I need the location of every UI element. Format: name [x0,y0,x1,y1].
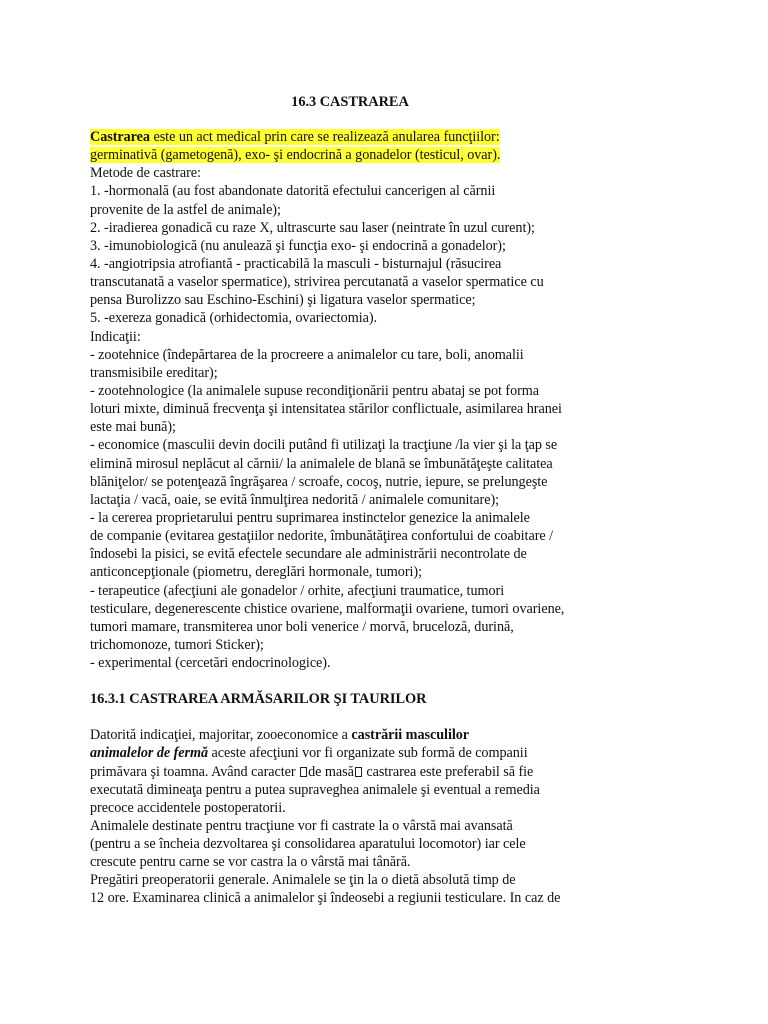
paragraph-line: (pentru a se încheia dezvoltarea şi consolidarea aparatului locomotor) iar cele [90,836,526,853]
indication-line: - economice (masculii devin docili putând fi utilizaţi la tracţiune /la vier şi la ţap se [90,437,558,454]
indication-line: - terapeutice (afecţiuni ale gonadelor / orhite, afecţiuni traumatice, tumori [90,582,505,599]
indication-line: - experimental (cercetări endocrinologice). [90,655,331,672]
intro-line-1 [90,128,610,146]
p1-line3-end: castrarea este preferabil să fie [362,763,534,780]
intro-line-2-text: germinativă (gametogenă), exo- şi endocrină a gonadelor (testicul, ovar). [90,147,501,164]
section-paragraph-line-3 [90,763,610,781]
document-body [90,93,610,908]
indication-line: îndosebi la pisici, se evită efectele secundare ale administrării necontrolate de [90,546,527,563]
indication-line: loturi mixte, diminuă frecvenţa şi intensitatea stărilor conflictuale, asimilarea hranei [90,401,562,418]
section-paragraph-line-1 [90,726,610,744]
page-title: 16.3 CASTRAREA [291,94,409,110]
indication-line: elimină mirosul neplăcut al cărnii/ la animalele de blană se îmbunătăţeşte calitatea [90,455,553,472]
methods-heading: Metode de castrare: [90,165,201,182]
section-heading: 16.3.1 CASTRAREA ARMĂSARILOR ŞI TAURILOR [90,691,427,708]
missing-glyph-icon [355,767,362,777]
method-line: pensa Burolizzo sau Eschino-Eschini) şi ligatura vaselor spermatice; [90,292,476,309]
p1-line3: primăvara şi toamna. Având caracter [90,763,300,780]
methods-list [90,182,610,327]
indication-line: lactaţia / vacă, oaie, se evită înmulţirea nedorită / animalele comunitare); [90,491,500,508]
indication-line: tumori mamare, transmiterea unor boli venerice / morvă, bruceloză, durină, [90,618,514,635]
method-line: 2. -iradierea gonadică cu raze X, ultrascurte sau laser (neintrate în uzul curent); [90,219,535,236]
indication-line: - la cererea proprietarului pentru suprimarea instinctelor genezice la animalele [90,509,530,526]
missing-glyph-icon [300,767,307,777]
indication-line: de companie (evitarea gestaţiilor nedorite, îmbunătăţirea confortului de coabitare / [90,528,553,545]
intro-line-2 [90,146,610,164]
p1-line2-a: animalelor de fermă [90,745,209,762]
indication-line: anticoncepţionale (piometru, dereglări hormonale, tumori); [90,564,422,581]
method-line: 3. -imunobiologică (nu anulează şi funcţia exo- şi endocrină a gonadelor); [90,237,506,254]
p1-line3-mid: de masă [308,763,354,780]
spacer [90,708,610,726]
p1-line1-b: castrării masculilor [351,727,470,744]
indication-line: este mai bună); [90,419,176,436]
paragraph-line: precoce accidentele postoperatorii. [90,799,286,816]
indication-line: trichomonoze, tumori Sticker); [90,636,264,653]
method-line: provenite de la astfel de animale); [90,201,281,218]
method-line: transcutanată a vaselor spermatice), strivirea percutanată a vaselor spermatice cu [90,274,544,291]
paragraph-line: 12 ore. Examinarea clinică a animalelor şi îndeosebi a regiunii testiculare. In caz de [90,890,561,907]
method-line: 5. -exereza gonadică (orhidectomia, ovariectomia). [90,310,378,327]
indication-line: - zootehnologice (la animalele supuse recondiţionării pentru abataj se pot forma [90,382,540,399]
method-line: 1. -hormonală (au fost abandonate datorită efectului cancerigen al cărnii [90,183,496,200]
p1-line1-a: Datorită indicaţiei, majoritar, zooeconomice a [90,727,352,744]
intro-line-1-rest: este un act medical prin care se realizează anularea funcţiilor: [149,129,500,145]
indication-line: testiculare, degenerescente chistice ovariene, malformaţii ovariene, tumori ovariene, [90,600,565,617]
intro-term: Castrarea [90,129,150,145]
indication-line: - zootehnice (îndepărtarea de la procreere a animalelor cu tare, boli, anomalii [90,346,524,363]
paragraph-line: Pregătiri preoperatorii generale. Animalele se ţin la o dietă absolută timp de [90,872,516,889]
indication-line: transmisibile ereditar); [90,364,218,381]
paragraph-line: Animalele destinate pentru tracţiune vor fi castrate la o vârstă mai avansată [90,817,513,834]
indications-list [90,346,610,673]
indication-line: blăniţelor/ se potenţează îngrăşarea / scroafe, cocoş, nutrie, iepure, se prelungeşte [90,473,548,490]
section-paragraph-rest [90,781,610,908]
paragraph-line: crescute pentru carne se vor castra la o vârstă mai tânără. [90,854,411,871]
p1-line2-b: aceste afecţiuni vor fi organizate sub formă de companii [208,745,528,762]
paragraph-line: executată dimineaţa pentru a putea supraveghea animalele şi eventual a remedia [90,781,540,798]
method-line: 4. -angiotripsia atrofiantă - practicabilă la masculi - bisturnajul (răsucirea [90,255,502,272]
section-paragraph-line-2 [90,744,610,762]
indications-heading: Indicaţii: [90,328,141,345]
spacer [90,672,610,690]
